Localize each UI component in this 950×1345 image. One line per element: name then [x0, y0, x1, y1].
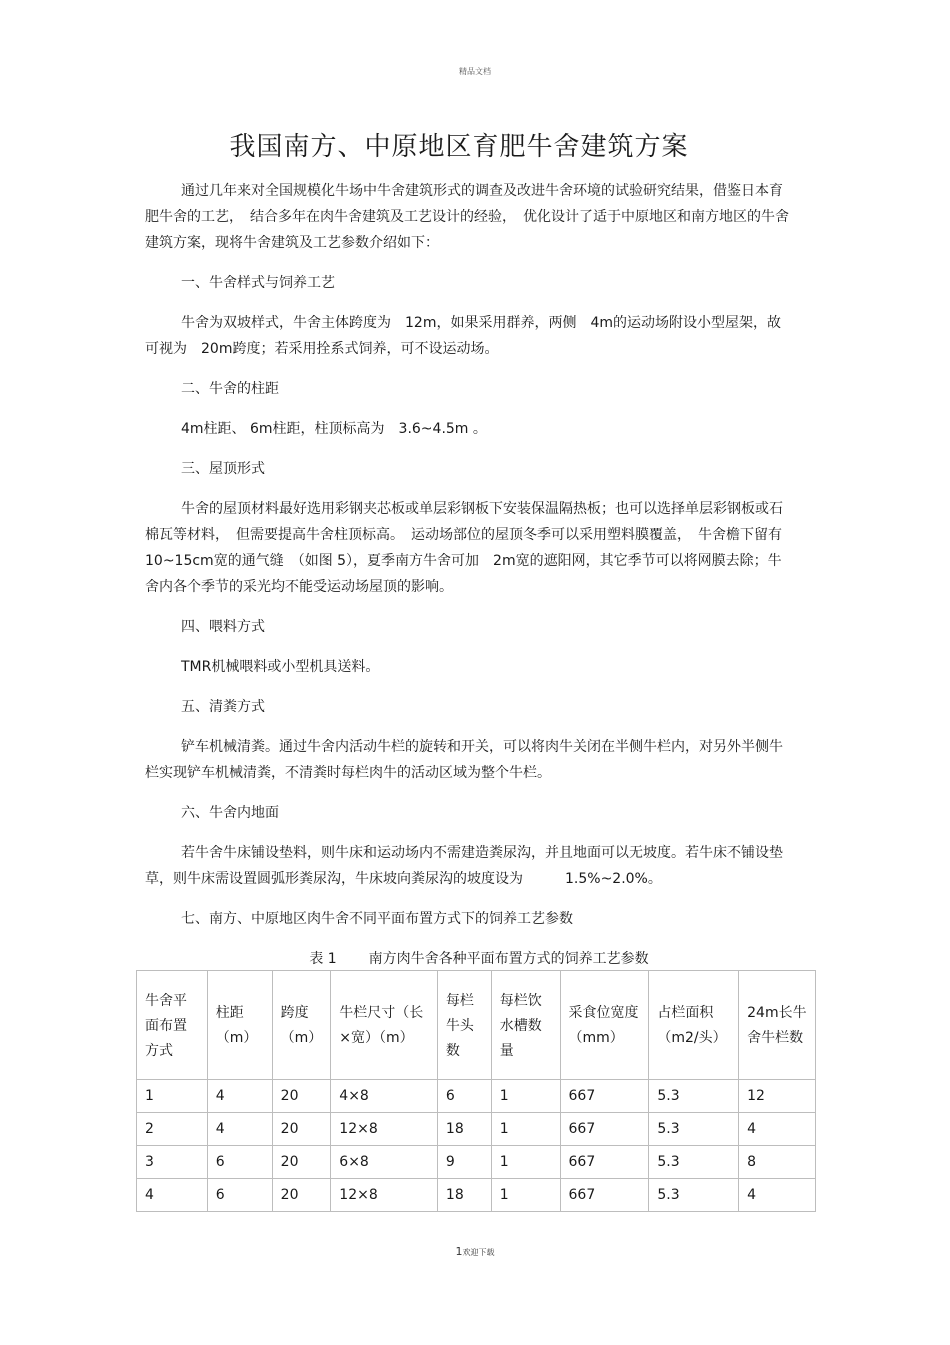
- table-cell: 5.3: [649, 1080, 739, 1113]
- table-caption-number: 表 1: [309, 951, 337, 967]
- table-cell: 4: [739, 1113, 816, 1146]
- section-text-4: TMR机械喂料或小型机具送料。: [181, 659, 380, 675]
- table-cell: 20: [272, 1113, 331, 1146]
- table-cell: 1: [137, 1080, 208, 1113]
- table-cell: 2: [137, 1113, 208, 1146]
- table-row: [137, 1113, 816, 1146]
- table-cell: 12: [739, 1080, 816, 1113]
- section-heading-5: 五、清粪方式: [181, 699, 265, 715]
- table-row: [137, 1179, 816, 1212]
- table-cell: 667: [560, 1080, 649, 1113]
- section-text-5: 铲车机械清粪。通过牛舍内活动牛栏的旋转和开关，可以将肉牛关闭在半侧牛栏内，对另外半侧牛栏实现铲车机械清粪，不清粪时每栏肉牛的活动区域为整个牛栏。: [145, 739, 783, 781]
- header-feeding-width: 采食位宽度（mm）: [560, 971, 649, 1080]
- section-heading-1: 一、牛舍样式与饲养工艺: [181, 275, 335, 291]
- table-cell: 1: [491, 1179, 560, 1212]
- intro-paragraph: 通过几年来对全国规模化牛场中牛舍建筑形式的调查及改进牛舍环境的试验研究结果，借鉴日本育肥牛舍的工艺， 结合多年在肉牛舍建筑及工艺设计的经验， 优化设计了适于中原地区和南方地区的牛舍建筑方案，现将牛舍建筑及工艺参数介绍如下：: [145, 183, 789, 251]
- table-cell: 9: [437, 1146, 491, 1179]
- table-cell: 1: [491, 1080, 560, 1113]
- section-heading-4: 四、喂料方式: [181, 619, 265, 635]
- section-heading-7: 七、南方、中原地区肉牛舍不同平面布置方式下的饲养工艺参数: [181, 911, 573, 927]
- table-cell: 3: [137, 1146, 208, 1179]
- header-pen-size: 牛栏尺寸（长×宽）（m）: [331, 971, 438, 1080]
- table-cell: 1: [491, 1146, 560, 1179]
- section-heading-2: 二、牛舍的柱距: [181, 381, 279, 397]
- section-heading-6: 六、牛舍内地面: [181, 805, 279, 821]
- table-cell: 20: [272, 1146, 331, 1179]
- table-cell: 6: [207, 1146, 272, 1179]
- table-cell: 4: [739, 1179, 816, 1212]
- table-cell: 20: [272, 1179, 331, 1212]
- table-cell: 6×8: [331, 1146, 438, 1179]
- section-heading-3: 三、屋顶形式: [181, 461, 265, 477]
- table-cell: 667: [560, 1146, 649, 1179]
- table-caption-text: 南方肉牛舍各种平面布置方式的饲养工艺参数: [368, 951, 649, 967]
- table-cell: 20: [272, 1080, 331, 1113]
- table-row: [137, 1080, 816, 1113]
- header-area-per-head: 占栏面积（m2/头）: [649, 971, 739, 1080]
- table-cell: 5.3: [649, 1146, 739, 1179]
- section-text-1: 牛舍为双坡样式，牛舍主体跨度为 12m，如果采用群养，两侧 4m的运动场附设小型屋架，故可视为 20m跨度；若采用拴系式饲养，可不设运动场。: [145, 315, 781, 357]
- table-cell: 18: [437, 1179, 491, 1212]
- table-cell: 12×8: [331, 1113, 438, 1146]
- table-row: [137, 1146, 816, 1179]
- section-text-2: 4m柱距、 6m柱距，柱顶标高为 3.6~4.5m 。: [181, 421, 487, 437]
- parameters-table: [136, 970, 816, 1212]
- table-cell: 8: [739, 1146, 816, 1179]
- header-column-spacing: 柱距（m）: [207, 971, 272, 1080]
- table-cell: 667: [560, 1179, 649, 1212]
- section-text-3: 牛舍的屋顶材料最好选用彩钢夹芯板或单层彩钢板下安装保温隔热板；也可以选择单层彩钢板或石棉瓦等材料， 但需要提高牛舍柱顶标高。 运动场部位的屋顶冬季可以采用塑料膜覆盖， 牛舍檐下留有 10~15cm宽的通气缝 （如图 5），夏季南方牛舍可加 2m宽的遮阳网，其它季节可以将网膜去除；牛舍内各个季节的采光均不能受运动场屋顶的影响。: [145, 501, 796, 595]
- table-cell: 4: [207, 1080, 272, 1113]
- table-cell: 6: [207, 1179, 272, 1212]
- header-span: 跨度（m）: [272, 971, 331, 1080]
- table-cell: 5.3: [649, 1179, 739, 1212]
- header-pen-count: 24m长牛舍牛栏数: [739, 971, 816, 1080]
- table-cell: 667: [560, 1113, 649, 1146]
- table-cell: 18: [437, 1113, 491, 1146]
- header-layout: 牛舍平面布置方式: [137, 971, 208, 1080]
- table-caption: [145, 946, 793, 972]
- table-cell: 4: [137, 1179, 208, 1212]
- section-text-6: 若牛舍牛床铺设垫料，则牛床和运动场内不需建造粪尿沟，并且地面可以无坡度。若牛床不铺设垫草，则牛床需设置圆弧形粪尿沟，牛床坡向粪尿沟的坡度设为 1.5%~2.0%。: [145, 845, 783, 887]
- table-cell: 1: [491, 1113, 560, 1146]
- page-footer: [0, 1245, 950, 1258]
- table-header-row: [137, 971, 816, 1080]
- table-cell: 6: [437, 1080, 491, 1113]
- header-water-troughs: 每栏饮水槽数量: [491, 971, 560, 1080]
- header-heads-per-pen: 每栏牛头数: [437, 971, 491, 1080]
- page-title: 我国南方、中原地区育肥牛舍建筑方案: [229, 132, 689, 162]
- table-cell: 4×8: [331, 1080, 438, 1113]
- table-cell: 4: [207, 1113, 272, 1146]
- document-body: [145, 178, 796, 972]
- header-note: 精品文档: [459, 67, 491, 76]
- page-number: 1: [455, 1245, 463, 1258]
- table-cell: 5.3: [649, 1113, 739, 1146]
- footer-label: 欢迎下载: [462, 1248, 495, 1257]
- table-cell: 12×8: [331, 1179, 438, 1212]
